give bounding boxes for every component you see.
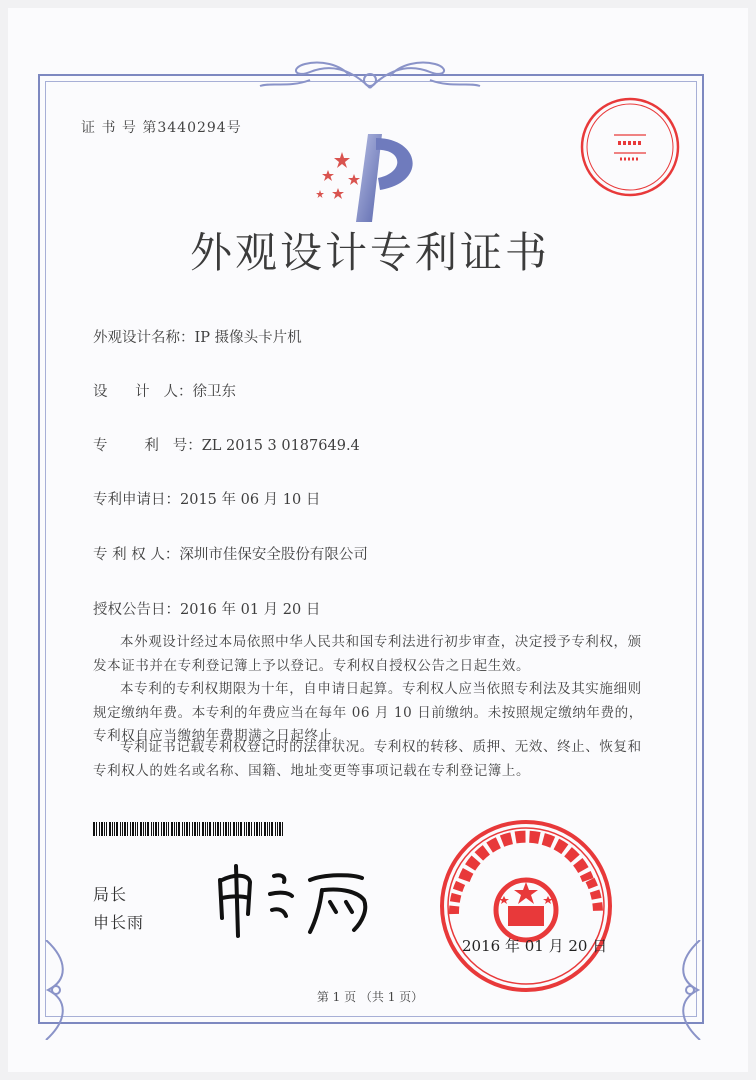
- barcode-bar: [213, 822, 214, 836]
- field-label: 设 计 人：: [93, 384, 193, 400]
- barcode-bar: [217, 822, 219, 836]
- field-label: 专 利 权 人：: [93, 547, 180, 563]
- barcode-bar: [215, 822, 216, 836]
- barcode-bar: [104, 822, 105, 836]
- field-grant-date: [93, 598, 320, 619]
- barcode-bar: [261, 822, 262, 836]
- barcode-bar: [194, 822, 196, 836]
- barcode-bar: [205, 822, 206, 836]
- barcode-bar: [186, 822, 188, 836]
- certificate-number: 证 书 号 第3440294号: [81, 120, 242, 136]
- field-label: 专 利 号：: [93, 438, 202, 454]
- barcode-bar: [171, 822, 173, 836]
- barcode-bar: [158, 822, 159, 836]
- top-ornament: [250, 58, 490, 94]
- barcode-bar: [225, 822, 227, 836]
- body-paragraph-1: 本外观设计经过本局依照中华人民共和国专利法进行初步审查，决定授予专利权，颁发本证书并在专利登记簿上予以登记。专利权自授权公告之日起生效。: [93, 634, 642, 674]
- barcode-bar: [155, 822, 157, 836]
- field-design-name: [93, 326, 302, 347]
- barcode-bar: [269, 822, 270, 836]
- barcode-bar: [282, 822, 283, 836]
- field-label: 外观设计名称：: [93, 330, 195, 346]
- barcode-bar: [145, 822, 146, 836]
- barcode-bar: [259, 822, 260, 836]
- barcode-bar: [251, 822, 252, 836]
- certificate-title: 外观设计专利证书: [189, 228, 550, 277]
- barcode-bar: [176, 822, 177, 836]
- barcode-bar: [207, 822, 208, 836]
- barcode-bar: [202, 822, 204, 836]
- barcode-bar: [109, 822, 111, 836]
- barcode-bar: [151, 822, 152, 836]
- barcode-bar: [168, 822, 169, 836]
- patent-office-seal: [438, 818, 614, 994]
- director-name: 申长雨: [93, 913, 145, 932]
- barcode-bar: [240, 822, 242, 836]
- small-red-seal: [578, 95, 682, 199]
- body-paragraph-3: 专利证书记载专利权登记时的法律状况。专利权的转移、质押、无效、终止、恢复和专利权人的姓名或名称、国籍、地址变更等事项记载在专利登记簿上。: [93, 739, 642, 779]
- barcode-bar: [199, 822, 200, 836]
- barcode-bar: [124, 822, 126, 836]
- barcode-bar: [238, 822, 239, 836]
- barcode-bar: [127, 822, 128, 836]
- barcode-bar: [99, 822, 100, 836]
- barcode-bar: [147, 822, 149, 836]
- field-value: 徐卫东: [192, 384, 236, 400]
- barcode-bar: [236, 822, 237, 836]
- barcode-bar: [161, 822, 162, 836]
- field-value: 2016 年 01 月 20 日: [180, 602, 321, 618]
- barcode-bar: [130, 822, 131, 836]
- barcode-bar: [122, 822, 123, 836]
- barcode-bar: [182, 822, 183, 836]
- barcode-bar: [153, 822, 154, 836]
- field-patentee: [93, 543, 368, 564]
- barcode-bar: [223, 822, 224, 836]
- barcode-bar: [279, 822, 281, 836]
- barcode-bar: [116, 822, 118, 836]
- barcode-bar: [140, 822, 142, 836]
- field-application-date: [93, 488, 320, 509]
- barcode-bar: [233, 822, 235, 836]
- field-label: 授权公告日：: [93, 602, 180, 618]
- barcode-bar: [230, 822, 231, 836]
- barcode-bar: [106, 822, 107, 836]
- director-title: 局长: [93, 885, 128, 904]
- barcode-bar: [264, 822, 266, 836]
- barcode-bar: [184, 822, 185, 836]
- barcode-bar: [143, 822, 144, 836]
- barcode-bar: [248, 822, 250, 836]
- barcode-bar: [135, 822, 136, 836]
- barcode-bar: [244, 822, 245, 836]
- barcode-bar: [101, 822, 103, 836]
- barcode-bar: [256, 822, 258, 836]
- barcode-bar: [114, 822, 115, 836]
- barcode-bar: [197, 822, 198, 836]
- field-designer: [93, 380, 236, 401]
- barcode: [93, 822, 285, 836]
- barcode-bar: [267, 822, 268, 836]
- barcode-bar: [228, 822, 229, 836]
- field-value: 深圳市佳保安全股份有限公司: [179, 547, 368, 563]
- barcode-bar: [246, 822, 247, 836]
- barcode-bar: [132, 822, 134, 836]
- field-value: IP 摄像头卡片机: [194, 330, 302, 346]
- barcode-bar: [166, 822, 167, 836]
- page-number: 第 1 页 （共 1 页）: [316, 990, 424, 1004]
- barcode-bar: [163, 822, 165, 836]
- body-paragraph-2: 本专利的专利权期限为十年，自申请日起算。专利权人应当依照专利法及其实施细则规定缴纳年费。本专利的年费应当在每年 06 月 10 日前缴纳。未按照规定缴纳年费的，专利权自应当缴纳年费期满之日起终止。: [93, 681, 643, 744]
- barcode-bar: [96, 822, 97, 836]
- barcode-bar: [220, 822, 221, 836]
- barcode-bar: [93, 822, 95, 836]
- barcode-bar: [209, 822, 211, 836]
- barcode-bar: [271, 822, 273, 836]
- barcode-bar: [120, 822, 121, 836]
- field-value: ZL 2015 3 0187649.4: [201, 438, 360, 454]
- barcode-bar: [254, 822, 255, 836]
- barcode-bar: [277, 822, 278, 836]
- barcode-bar: [174, 822, 175, 836]
- barcode-bar: [275, 822, 276, 836]
- barcode-bar: [189, 822, 190, 836]
- patent-office-logo: [310, 130, 430, 226]
- seal-date: 2016 年 01 月 20 日: [462, 937, 608, 955]
- field-value: 2015 年 06 月 10 日: [180, 492, 321, 508]
- field-label: 专利申请日：: [93, 492, 180, 508]
- barcode-bar: [137, 822, 138, 836]
- barcode-bar: [178, 822, 180, 836]
- barcode-bar: [192, 822, 193, 836]
- field-patent-number: [93, 434, 360, 455]
- handwritten-signature: [212, 858, 382, 940]
- barcode-bar: [112, 822, 113, 836]
